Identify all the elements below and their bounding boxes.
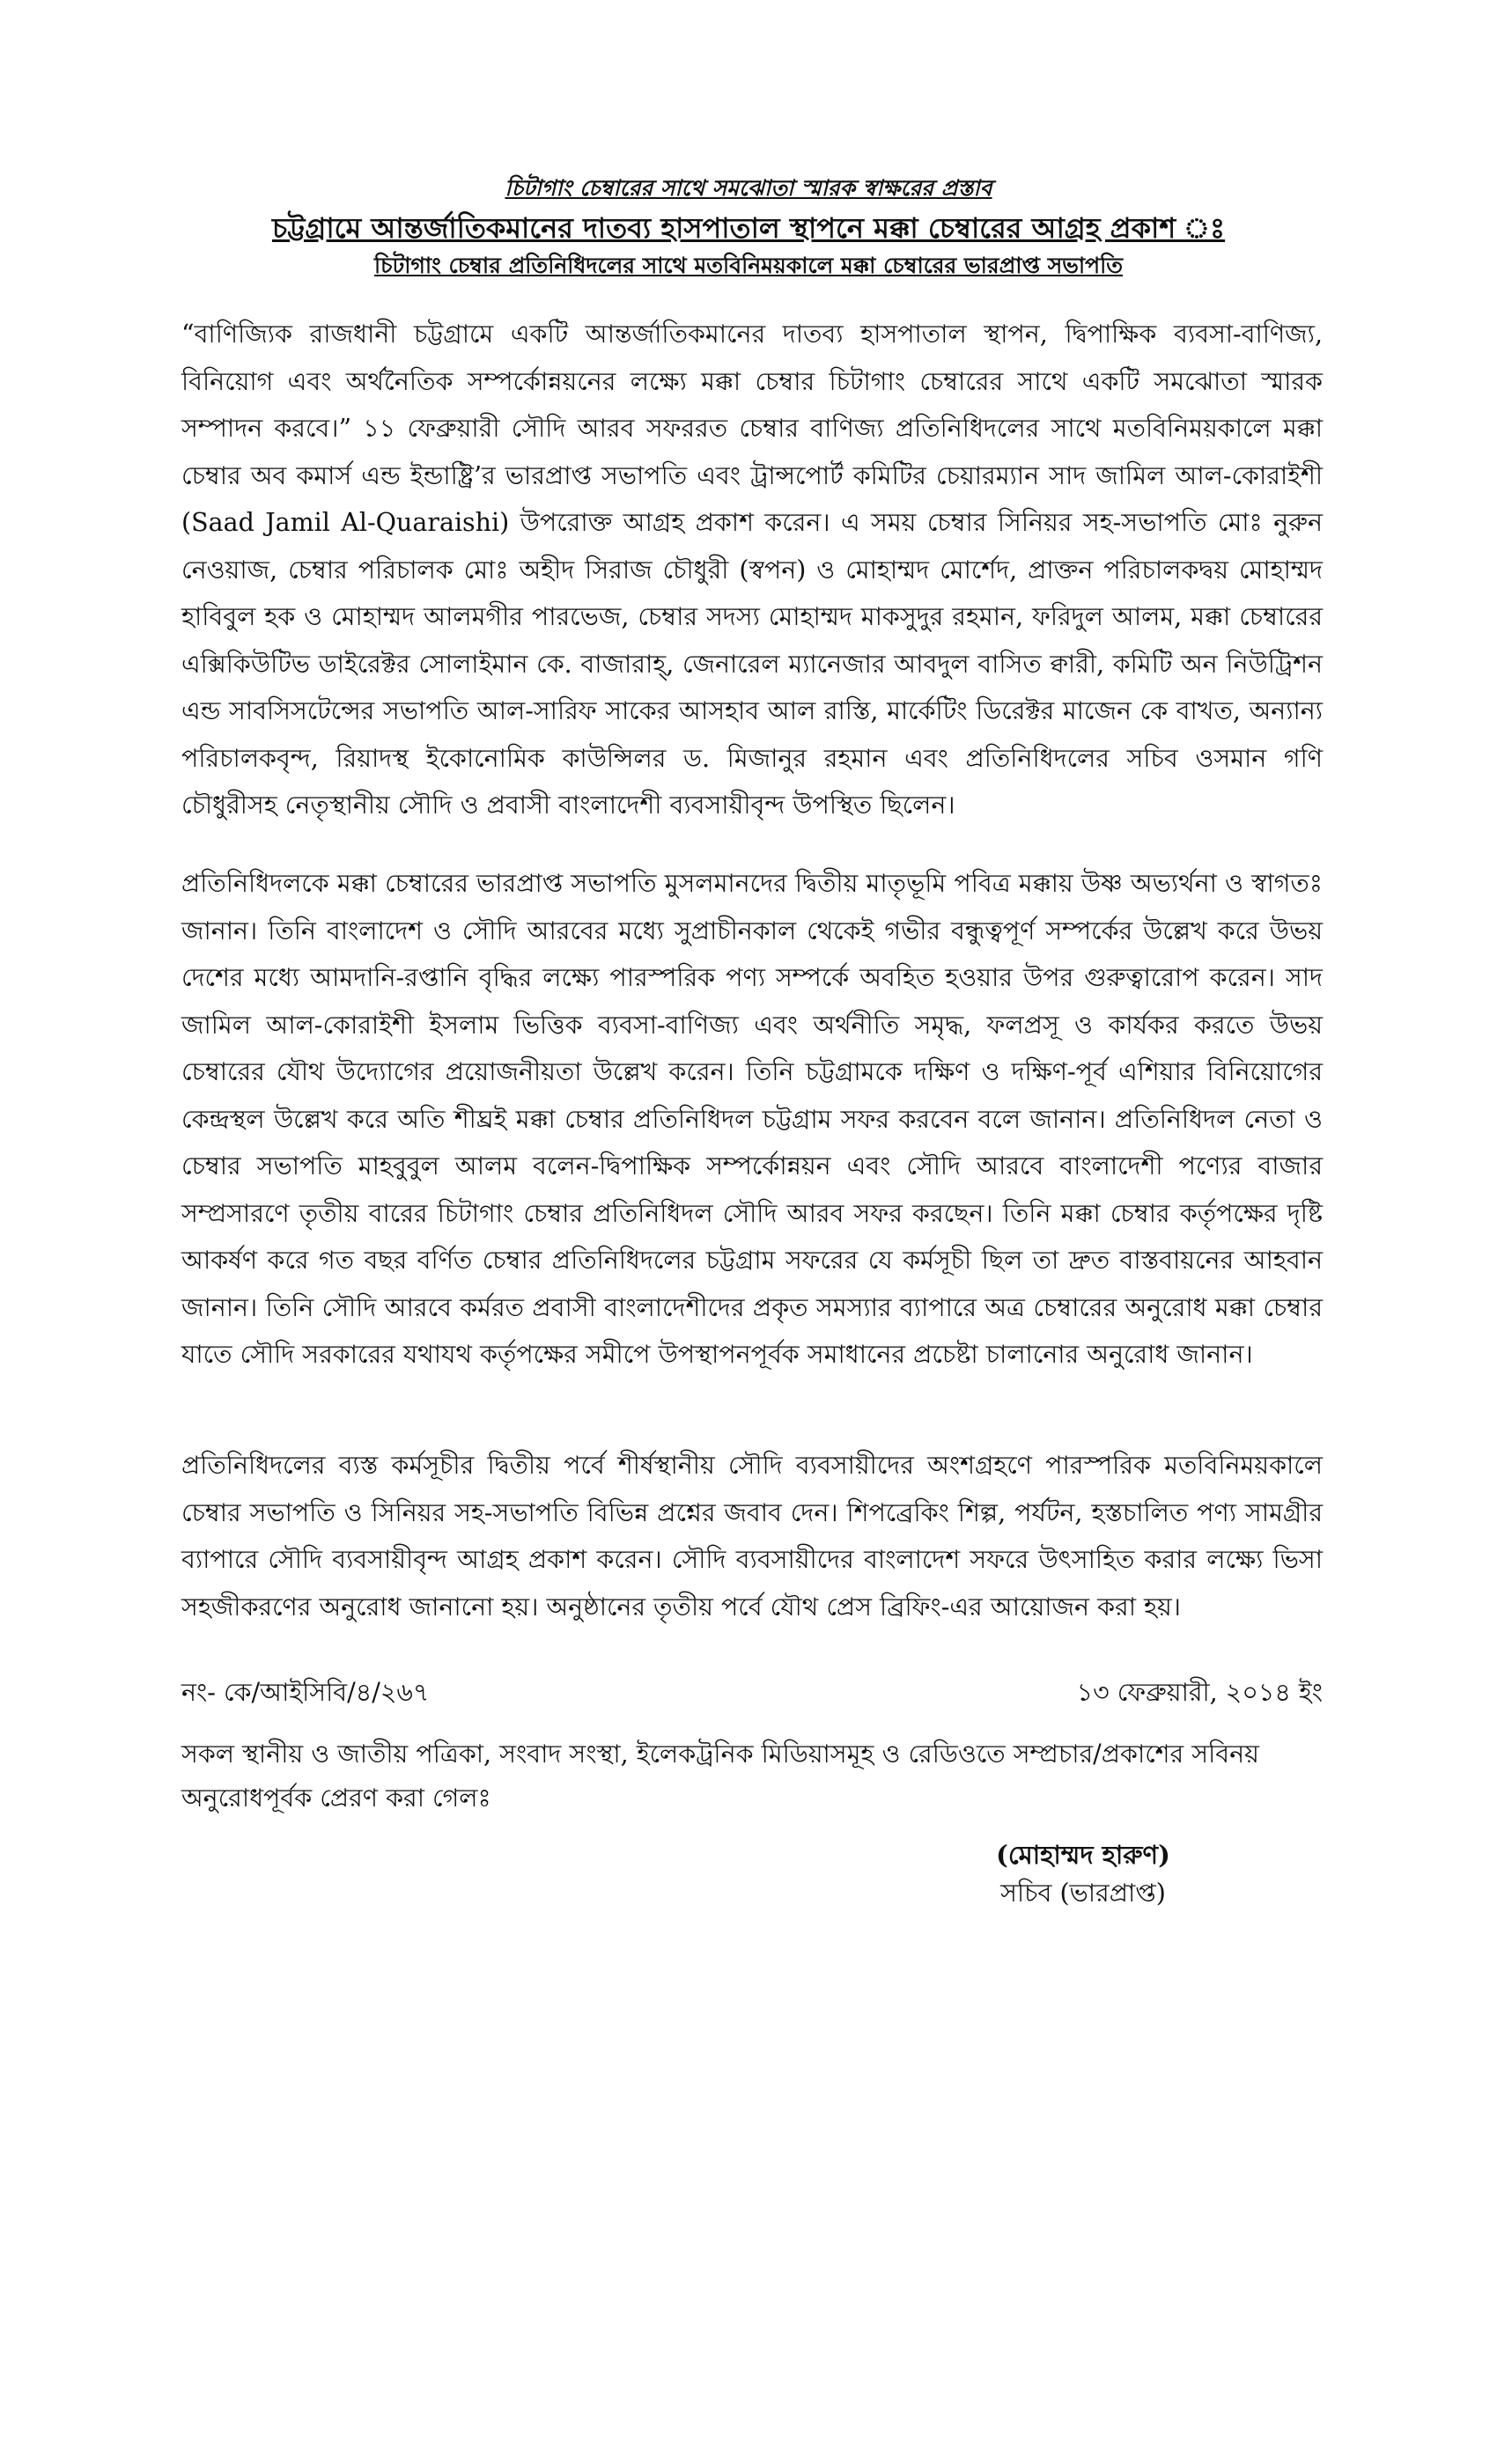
signature-block bbox=[951, 1835, 1215, 1913]
header-block bbox=[167, 173, 1330, 282]
body-paragraph-2: প্রতিনিধিদলকে মক্কা চেম্বারের ভারপ্রাপ্ত সভাপতি মুসলমানদের দ্বিতীয় মাতৃভূমি পবিত্র মক্কায় উষ্ণ অভ্যর্থনা ও স্বাগতঃ জানান। তিনি বাংলাদেশ ও সৌদি আরবের মধ্যে সুপ্রাচীনকাল থেকেই গভীর বন্ধুত্বপূর্ণ সম্পর্কের উল্লেখ করে উভয় দেশের মধ্যে আমদানি-রপ্তানি বৃদ্ধির লক্ষ্যে পারস্পরিক পণ্য সম্পর্কে অবহিত হওয়ার উপর গুরুত্বারোপ করেন। সাদ জামিল আল-কোরাইশী ইসলাম ভিত্তিক ব্যবসা-বাণিজ্য এবং অর্থনীতি সমৃদ্ধ, ফলপ্রসূ ও কার্যকর করতে উভয় চেম্বারের যৌথ উদ্যোগের প্রয়োজনীয়তা উল্লেখ করেন। তিনি চট্টগ্রামকে দক্ষিণ ও দক্ষিণ-পূর্ব এশিয়ার বিনিয়োগের কেন্দ্রস্থল উল্লেখ করে অতি শীঘ্রই মক্কা চেম্বার প্রতিনিধিদল চট্টগ্রাম সফর করবেন বলে জানান। প্রতিনিধিদল নেতা ও চেম্বার সভাপতি মাহবুবুল আলম বলেন-দ্বিপাক্ষিক সম্পর্কোন্নয়ন এবং সৌদি আরবে বাংলাদেশী পণ্যের বাজার সম্প্রসারণে তৃতীয় বারের চিটাগাং চেম্বার প্রতিনিধিদল সৌদি আরব সফর করছেন। তিনি মক্কা চেম্বার কর্তৃপক্ষের দৃষ্টি আকর্ষণ করে গত বছর বর্ণিত চেম্বার প্রতিনিধিদলের চট্টগ্রাম সফরের যে কর্মসূচী ছিল তা দ্রুত বাস্তবায়নের আহবান জানান। তিনি সৌদি আরবে কর্মরত প্রবাসী বাংলাদেশীদের প্রকৃত সমস্যার ব্যাপারে অত্র চেম্বারের অনুরোধ মক্কা চেম্বার যাতে সৌদি সরকারের যথাযথ কর্তৃপক্ষের সমীপে উপস্থাপনপূর্বক সমাধানের প্রচেষ্টা চালানোর অনুরোধ জানান। bbox=[181, 869, 1323, 1369]
page-title: চট্টগ্রামে আন্তর্জাতিকমানের দাতব্য হাসপাতাল স্থাপনে মক্কা চেম্বারের আগ্রহ প্রকাশ ঃ bbox=[271, 211, 1226, 245]
body-paragraph-3: প্রতিনিধিদলের ব্যস্ত কর্মসূচীর দ্বিতীয় পর্বে শীর্ষস্থানীয় সৌদি ব্যবসায়ীদের অংশগ্রহণে পারস্পরিক মতবিনিময়কালে চেম্বার সভাপতি ও সিনিয়র সহ-সভাপতি বিভিন্ন প্রশ্নের জবাব দেন। শিপব্রেকিং শিল্প, পর্যটন, হস্তচালিত পণ্য সামগ্রীর ব্যাপারে সৌদি ব্যবসায়ীবৃন্দ আগ্রহ প্রকাশ করেন। সৌদি ব্যবসায়ীদের বাংলাদেশ সফরে উৎসাহিত করার লক্ষ্যে ভিসা সহজীকরণের অনুরোধ জানানো হয়। অনুষ্ঠানের তৃতীয় পর্বে যৌথ প্রেস ব্রিফিং-এর আয়োজন করা হয়। bbox=[181, 1451, 1323, 1622]
body-paragraph-1: “বাণিজ্যিক রাজধানী চট্টগ্রামে একটি আন্তর্জাতিকমানের দাতব্য হাসপাতাল স্থাপন, দ্বিপাক্ষিক ব্যবসা-বাণিজ্য, বিনিয়োগ এবং অর্থনৈতিক সম্পর্কোন্নয়নের লক্ষ্যে মক্কা চেম্বার চিটাগাং চেম্বারের সাথে একটি সমঝোতা স্মারক সম্পাদন করবে।” ১১ ফেব্রুয়ারী সৌদি আরব সফররত চেম্বার বাণিজ্য প্রতিনিধিদলের সাথে মতবিনিময়কালে মক্কা চেম্বার অব কমার্স এন্ড ইন্ডাষ্ট্রি’র ভারপ্রাপ্ত সভাপতি এবং ট্রান্সপোর্ট কমিটির চেয়ারম্যান সাদ জামিল আল-কোরাইশী (Saad Jamil Al-Quaraishi) উপরোক্ত আগ্রহ প্রকাশ করেন। এ সময় চেম্বার সিনিয়র সহ-সভাপতি মোঃ নুরুন নেওয়াজ, চেম্বার পরিচালক মোঃ অহীদ সিরাজ চৌধুরী (স্বপন) ও মোহাম্মদ মোর্শেদ, প্রাক্তন পরিচালকদ্বয় মোহাম্মদ হাবিবুল হক ও মোহাম্মদ আলমগীর পারভেজ, চেম্বার সদস্য মোহাম্মদ মাকসুদুর রহমান, ফরিদুল আলম, মক্কা চেম্বারের এক্সিকিউটিভ ডাইরেক্টর সোলাইমান কে. বাজারাহ্‌, জেনারেল ম্যানেজার আবদুল বাসিত ক্বারী, কমিটি অন নিউট্রিশন এন্ড সাবসিসটেন্সের সভাপতি আল-সারিফ সাকের আসহাব আল রাস্তি, মার্কেটিং ডিরেক্টর মাজেন কে বাখত, অন্যান্য পরিচালকবৃন্দ, রিয়াদস্থ ইকোনোমিক কাউন্সিলর ড. মিজানুর রহমান এবং প্রতিনিধিদলের সচিব ওসমান গণি চৌধুরীসহ নেতৃস্থানীয় সৌদি ও প্রবাসী বাংলাদেশী ব্যবসায়ীবৃন্দ উপস্থিত ছিলেন। bbox=[181, 320, 1323, 820]
kicker-heading: চিটাগাং চেম্বারের সাথে সমঝোতা স্মারক স্বাক্ষরের প্রস্তাব bbox=[505, 175, 992, 201]
signatory-title: সচিব (ভারপ্রাপ্ত) bbox=[1000, 1879, 1166, 1908]
subheadline: চিটাগাং চেম্বার প্রতিনিধিদলের সাথে মতবিনিময়কালে মক্কা চেম্বারের ভারপ্রাপ্ত সভাপতি bbox=[373, 253, 1124, 278]
document-date: ১৩ ফেব্রুয়ারী, ২০১৪ ইং bbox=[1076, 1678, 1323, 1707]
reference-number: নং- কে/আইসিবি/৪/২৬৭ bbox=[181, 1678, 430, 1707]
signatory-name: (মোহাম্মদ হারুণ) bbox=[996, 1840, 1170, 1870]
distribution-note: সকল স্থানীয় ও জাতীয় পত্রিকা, সংবাদ সংস্থা, ইলেকট্রনিক মিডিয়াসমূহ ও রেডিওতে সম্প্রচার/প্রকাশের সবিনয় অনুরোধপূর্বক প্রেরণ করা গেলঃ bbox=[181, 1740, 1259, 1813]
